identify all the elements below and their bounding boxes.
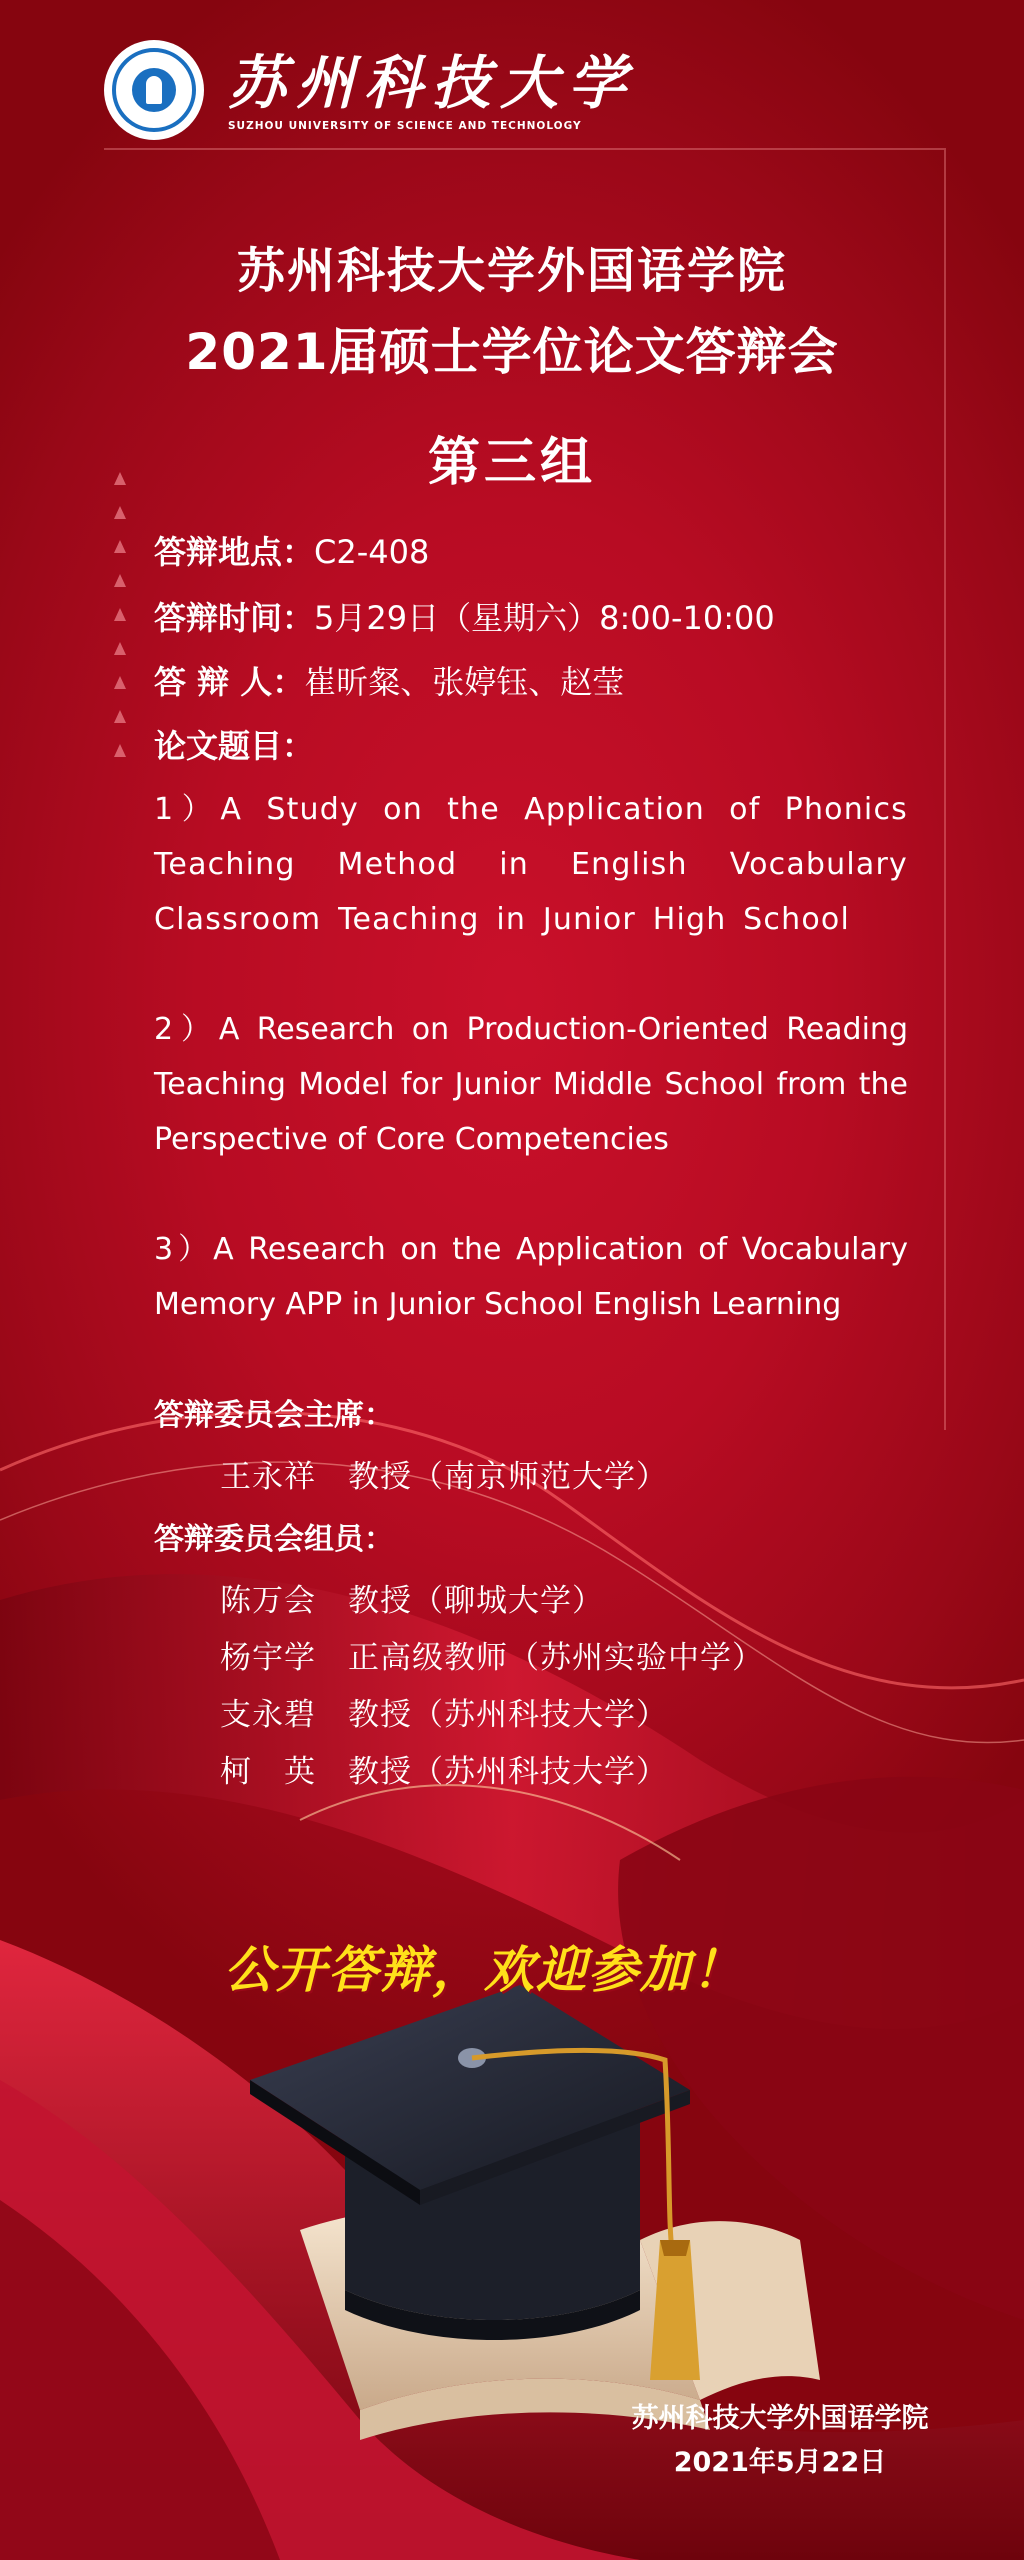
triangle-icon [114, 710, 126, 723]
defenders-label: 答 辩 人： [154, 663, 305, 701]
triangle-icon [114, 540, 126, 553]
committee-member: 陈万会 教授（聊城大学） [220, 1583, 604, 1619]
defenders-row [154, 660, 910, 704]
committee-members-label: 答辩委员会组员： [154, 1522, 394, 1557]
paper-title-2: 2）A Research on Production-Oriented Reading Teaching Model for Junior Middle School from the Perspective of Core Competencies [154, 1012, 908, 1157]
triangle-icon [114, 608, 126, 621]
time-row [154, 596, 910, 640]
location-value: C2-408 [314, 533, 430, 571]
time-label: 答辩时间： [154, 599, 315, 637]
university-name-en: SUZHOU UNIVERSITY OF SCIENCE AND TECHNOLOGY [228, 120, 582, 132]
time-value: 5月29日（星期六）8:00-10:00 [314, 599, 775, 637]
footer-date: 2021年5月22日 [673, 2447, 887, 2478]
committee-chair-label: 答辩委员会主席： [154, 1398, 394, 1433]
topics-label: 论文题目： [154, 727, 315, 765]
university-name-cn: 苏州科技大学 [228, 49, 637, 117]
location-row [154, 530, 910, 574]
committee-member: 杨宇学 正高级教师（苏州实验中学） [220, 1640, 764, 1676]
triangle-icon [114, 506, 126, 519]
group-title: 第三组 [427, 433, 596, 493]
topics-row [154, 724, 910, 768]
footer-organizer: 苏州科技大学外国语学院 [631, 2403, 929, 2434]
triangle-icon [114, 574, 126, 587]
triangle-decoration [114, 472, 126, 757]
committee-member: 支永碧 教授（苏州科技大学） [220, 1697, 668, 1733]
defenders-value: 崔昕粲、张婷钰、赵莹 [304, 663, 625, 701]
poster-title-line1: 苏州科技大学外国语学院 [236, 243, 787, 299]
university-seal-icon [104, 40, 204, 140]
paper-title-1: 1）A Study on the Application of Phonics Teaching Method in English Vocabulary Classroom Teaching in Junior High School [154, 792, 908, 937]
triangle-icon [114, 676, 126, 689]
committee-member: 柯 英 教授（苏州科技大学） [220, 1754, 668, 1790]
committee-chair: 王永祥 教授（南京师范大学） [220, 1459, 668, 1495]
paper-title-3: 3）A Research on the Application of Vocabulary Memory APP in Junior School English Learning [154, 1232, 908, 1322]
triangle-icon [114, 642, 126, 655]
slogan: 公开答辩，欢迎参加！ [224, 1941, 744, 1999]
location-label: 答辩地点： [154, 533, 315, 571]
poster-title-line2: 2021届硕士学位论文答辩会 [185, 323, 839, 381]
university-logo [104, 40, 636, 140]
triangle-icon [114, 744, 126, 757]
